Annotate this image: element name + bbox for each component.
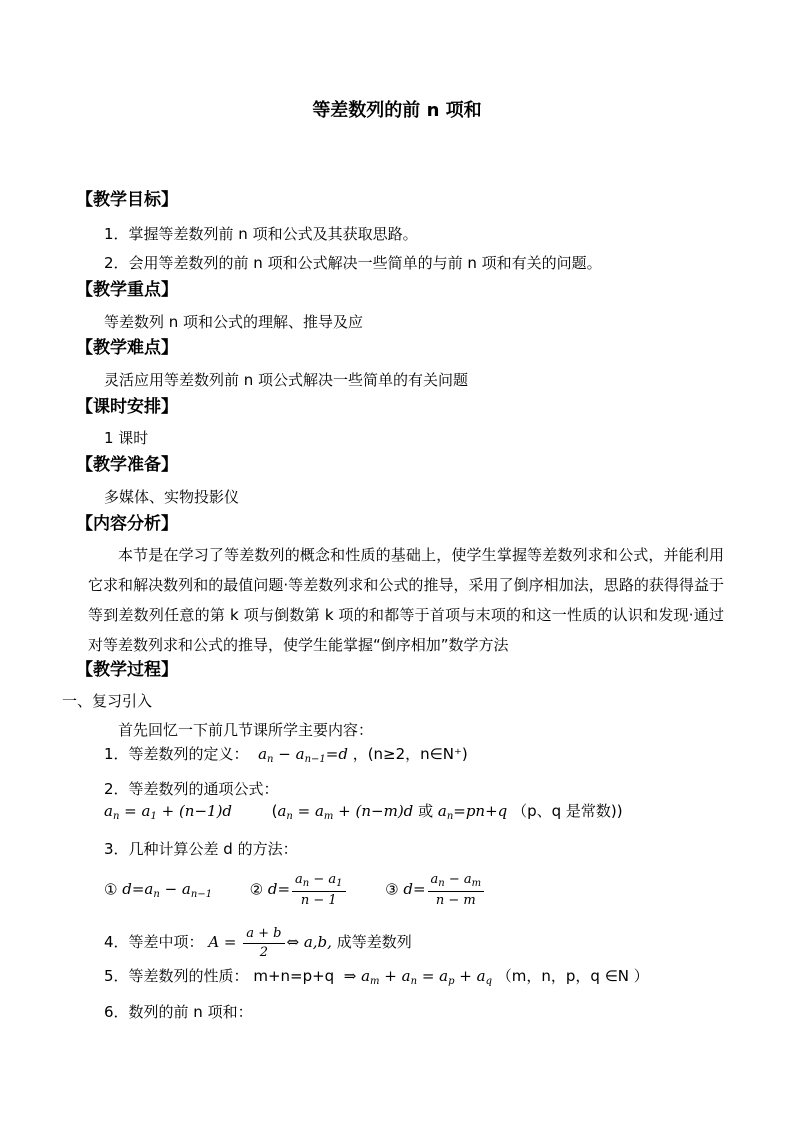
review-item-4 [104,926,412,960]
method-2-formula: d= $\frac{a_n - a_1}{n - 1}$ [268,880,348,898]
item1-condition: ，(n≥2，n∈N⁺) [352,745,468,763]
heading-analysis: 【内容分析】 [76,514,178,534]
item2-label: 2．等差数列的通项公式： [104,780,279,798]
key-points-text: 等差数列 n 项和公式的理解、推导及应 [104,313,364,331]
method-2-marker: ② [249,880,264,899]
heading-difficulties: 【教学难点】 [76,338,178,358]
middle-term-formula: A = $\frac{a + b}{2}$ ⇔ a,b, [208,926,332,960]
or-word: 或 [418,802,434,820]
item4-label: 4．等差中项： [104,933,204,952]
method-1-formula: $d=a_n - a_{n-1}$ [122,880,213,901]
general-term-formula: $a_n = a_1 + (n-1)d$ [104,802,233,822]
heading-goals: 【教学目标】 [76,190,178,210]
item5-tail: （m，n，p，q ∈N ） [496,967,649,985]
preparation-text: 多媒体、实物投影仪 [104,488,240,506]
item3-label: 3．几种计算公差 d 的方法： [104,840,298,858]
item2-note: （p、q 是常数)) [512,802,623,820]
definition-formula: $a_n - a_{n-1}=d$ [253,745,348,765]
review-item-5 [104,967,649,988]
linear-form: $a_n=pn+q$ [437,802,508,822]
part-1-title: 一、复习引入 [62,692,153,710]
review-item-6: 6．数列的前 n 项和： [104,1003,253,1021]
heading-preparation: 【教学准备】 [76,455,178,475]
general-term-alt: $a_n = a_m + (n-m)d$ [277,802,414,822]
property-formula: ⇒ $a_m + a_n = a_p + a_q$ [338,967,492,987]
item5-condition: m+n=p+q [253,967,335,985]
item4-tail: 成等差数列 [336,933,412,952]
item1-label: 1．等差数列的定义： [104,745,249,763]
intro-line: 首先回忆一下前几节课所学主要内容： [118,721,374,739]
difficulties-text: 灵活应用等差数列前 n 项公式解决一些简单的有关问题 [104,371,469,389]
item5-label: 5．等差数列的性质： [104,967,249,985]
schedule-text: 1 课时 [104,429,149,447]
page-title: 等差数列的前 n 项和 [312,100,482,121]
heading-schedule: 【课时安排】 [76,397,178,417]
method-3-formula: d= $\frac{a_n - a_m}{n - m}$ [403,880,486,898]
analysis-paragraph: 本节是在学习了等差数列的概念和性质的基础上，使学生掌握等差数列求和公式，并能利用它求和解决数列和的最值问题·等差数列求和公式的推导，采用了倒序相加法，思路的获得得益于等到差数列任意的第 k 项与倒数第 k 项的和都等于首项与末项的和这一性质的认识和发现·通过对等差数列求和公式的推导，使学生能掌握“倒序相加”数学方法 [88,546,724,654]
goal-item-2: 2．会用等差数列的前 n 项和公式解决一些简单的与前 n 项和有关的问题。 [104,254,602,272]
review-item-2-formula: $a_n = a_1 + (n-1)d$ ($a_n = a_m + (n-m)d$ 或 $a_n=pn+q$ （p、q 是常数)) [104,802,623,822]
goal-item-1: 1．掌握等差数列前 n 项和公式及其获取思路。 [104,225,418,243]
heading-process: 【教学过程】 [76,660,178,680]
review-item-3-methods [104,872,486,909]
method-1-marker: ① [104,880,118,899]
method-3-marker: ③ [385,880,399,899]
heading-key-points: 【教学重点】 [76,280,178,300]
review-item-1 [104,745,468,766]
